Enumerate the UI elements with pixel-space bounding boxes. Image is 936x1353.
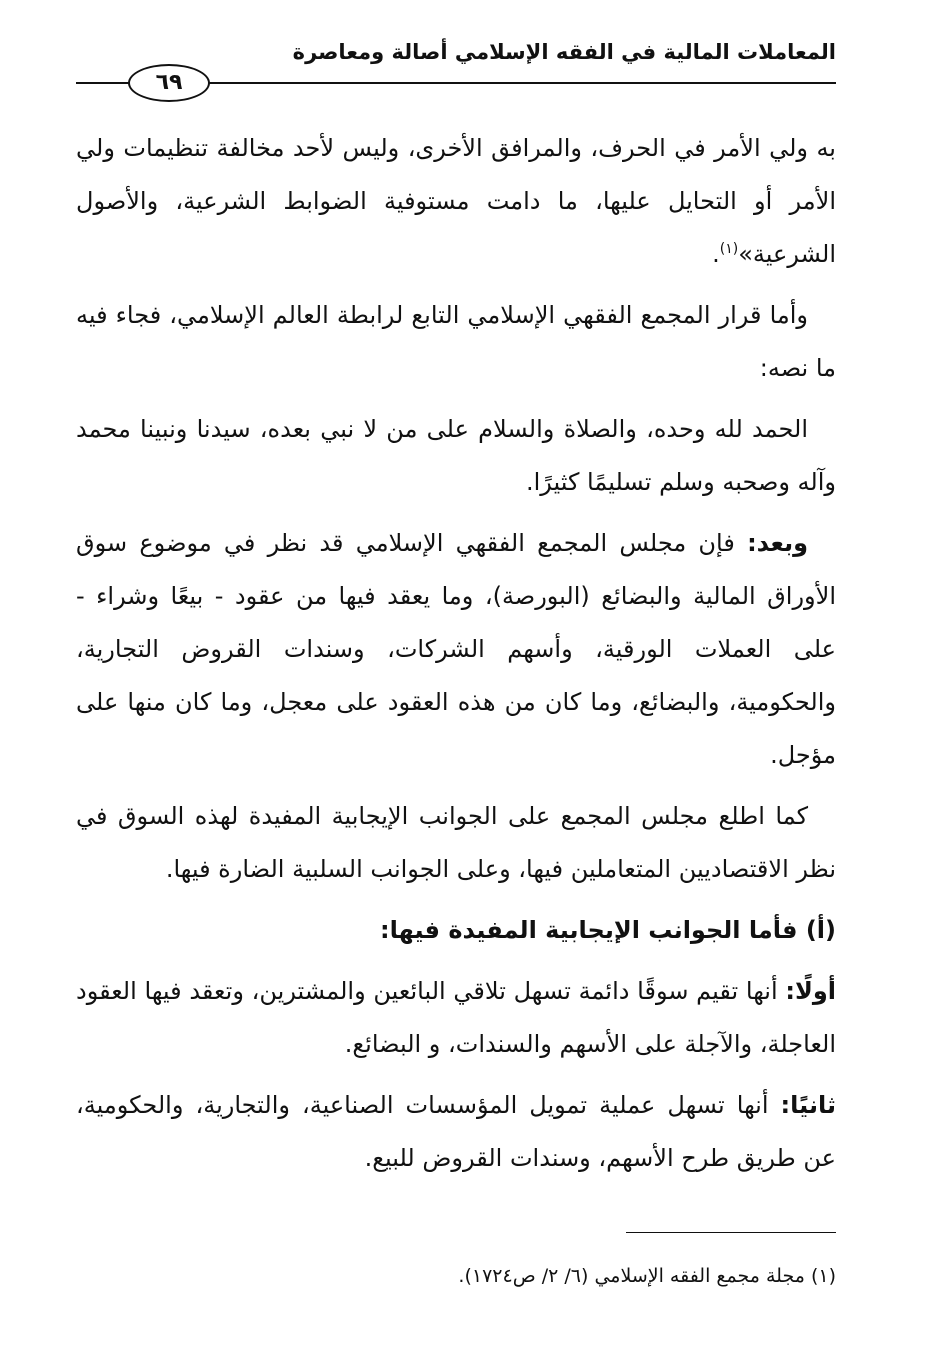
paragraph-lead: ثانيًا: <box>780 1091 836 1119</box>
paragraph-text: أنها تقيم سوقًا دائمة تسهل تلاقي البائعين والمشترين، وتعقد فيها العقود العاجلة، والآجلة على الأسهم والسندات، و البضائع. <box>76 977 836 1058</box>
paragraph-lead: وبعد: <box>747 529 808 557</box>
page-number: ٦٩ <box>128 64 210 102</box>
paragraph-text: به ولي الأمر في الحرف، والمرافق الأخرى، وليس لأحد مخالفة تنظيمات ولي الأمر أو التحايل عليها، ما دامت مستوفية الضوابط الشرعية، والأصول الشرعية» <box>76 134 836 268</box>
paragraph: وأما قرار المجمع الفقهي الإسلامي التابع لرابطة العالم الإسلامي، فجاء فيه ما نصه: <box>76 301 836 382</box>
paragraph <box>76 965 836 1071</box>
running-header-title: المعاملات المالية في الفقه الإسلامي أصالة ومعاصرة <box>292 40 836 64</box>
paragraph-end: . <box>712 240 720 268</box>
paragraph-lead: أولًا: <box>785 977 836 1005</box>
paragraph <box>76 122 836 281</box>
paragraph: كما اطلع مجلس المجمع على الجوانب الإيجابية المفيدة لهذه السوق في نظر الاقتصاديين المتعاملين فيها، وعلى الجوانب السلبية الضارة فيها. <box>76 802 836 883</box>
main-text <box>76 122 836 1193</box>
section-subheading: (أ) فأما الجوانب الإيجابية المفيدة فيها: <box>380 916 836 944</box>
footnote-rule <box>626 1232 836 1233</box>
paragraph-text: فإن مجلس المجمع الفقهي الإسلامي قد نظر في موضوع سوق الأوراق المالية والبضائع (البورصة)، وما يعقد فيها من عقود - بيعًا وشراء - على العملات الورقية، وأسهم الشركات، وسندات القروض التجارية، والحكومية، والبضائع، وما كان من هذه العقود على معجل، وما كان منها على مؤجل. <box>76 529 836 769</box>
paragraph: الحمد لله وحده، والصلاة والسلام على من لا نبي بعده، سيدنا ونبينا محمد وآله وصحبه وسلم تسليمًا كثيرًا. <box>76 415 836 496</box>
paragraph <box>76 1079 836 1185</box>
paragraph <box>76 517 836 782</box>
footnote: (١) مجلة مجمع الفقه الإسلامي (٦/ ٢/ ص١٧٢٤). <box>458 1265 836 1287</box>
footnote-reference: (١) <box>719 241 739 257</box>
paragraph-text: أنها تسهل عملية تمويل المؤسسات الصناعية، والتجارية، والحكومية، عن طريق طرح الأسهم، وسندات القروض للبيع. <box>76 1091 836 1172</box>
